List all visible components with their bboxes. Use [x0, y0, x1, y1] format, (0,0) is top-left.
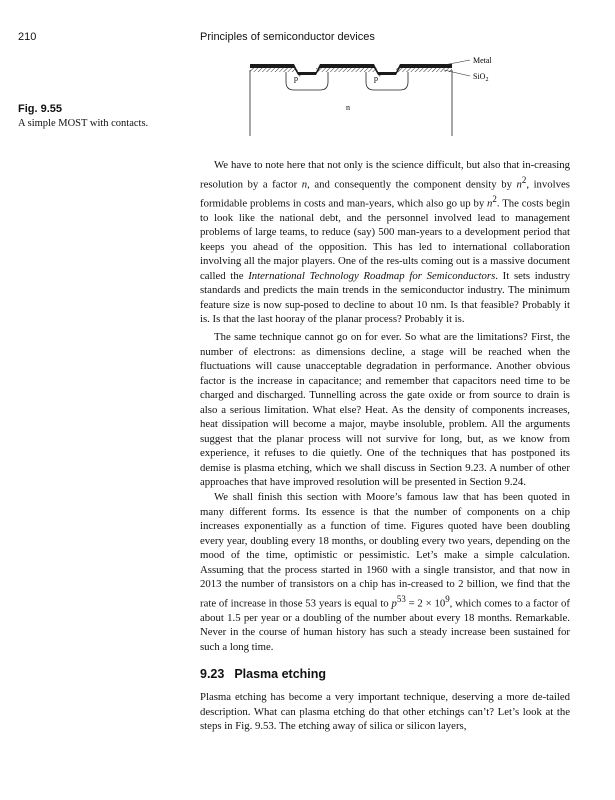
p-right-text: p: [374, 74, 378, 83]
page-number: 210: [18, 31, 37, 43]
metal-label: Metal: [473, 56, 492, 65]
paragraph-4: Plasma etching has become a very important technique, deserving a more de-tailed description. What can plasma etching do that other etchings can’t? Let’s look at the steps in Fig. 9.53. The etching away of silica or silicon layers,: [200, 691, 570, 732]
most-figure: [248, 52, 508, 142]
running-head: Principles of semiconductor devices: [200, 31, 375, 43]
paragraph-2: The same technique cannot go on for ever. So what are the limitations? First, the number of electrons: as dimensions decline, a stage will be reached when the fluctuations will cause unacceptable degradation in performance. Another obvious factor is the increase in capacitance; and remember that capacitors need time to be charged and discharged. Tunnelling across the gate oxide or from source to drain is also a serious limitation. What else? Heat. As the density of components increases, heat dissipation will become a major, maybe insoluble, problem. All the arguments suggest that the planar process will not survive for long, but, as we know from experience, it refuses to die quietly. One of the techniques that has postponed its demise is plasma etching, which we shall discuss in Section 9.23. A number of other approaches that have improved resolution will be presented in Section 9.24.: [200, 331, 570, 488]
metal-leader: [444, 60, 470, 65]
figure-label: Fig. 9.55: [18, 103, 63, 115]
p-plus-right-label: [374, 74, 382, 83]
p-right-plus: +: [378, 74, 382, 80]
p-left-text: p: [294, 74, 298, 83]
sio2-layer-left: [250, 68, 298, 72]
paragraph-3: We shall finish this section with Moore’s famous law that has been quoted in many different forms. Its essence is that the number of components on a chip increases exponentially as a function of time. Figures quoted have been doubling every year, doubling every 18 months, or doubling every two years, depending on the mood of the time, optimistic or pessimistic. Let’s make a simple calculation. Assuming that the process started in 1960 with a single transistor, and that now in 2013 the number of transistors on a chip has in-creased to 2 billion, we find that the rate of increase in those 53 years is equal to $p^{53} = 2 \times 10^9$, which comes to a factor of about 1.5 per year or a doubling of the number about every 18 months. Remarkable. Never in the course of human history has such a steady increase been sustained for such a long time.: [200, 491, 570, 653]
paragraph-1: We have to note here that not only is the science difficult, but also that in-creasing resolution by a factor n, and consequently the component density by $n^2$, involves formidable problems in costs and man-years, which also go up by $n^2$. The costs begin to look like the national debt, and the personnel involved lead to management problems of large teams, to reduce (say) 500 man-years to a development period that keeps you ahead of the opposition. This has led to international collaboration involving all the major players. One of the res-ults coming out is a massive document called the International Technology Roadmap for Semiconductors. It sets industry standards and predicts the main trends in the semiconductor industry. The minimum feature size is now sup-posed to decline to about 10 nm. Is that feasible? Probably it is. Is that the last hooray of the planar process? Probably it is.: [200, 159, 570, 326]
n-label: n: [346, 103, 350, 112]
section-number: 9.23: [200, 667, 225, 681]
sio2-subscript: 2: [485, 77, 489, 83]
p-left-plus: +: [298, 74, 302, 80]
section-heading: [200, 667, 326, 681]
sio2-leader: [444, 70, 470, 76]
p-plus-left-label: [294, 74, 302, 83]
sio2-layer-right: [396, 68, 452, 72]
sio2-layer-mid: [316, 68, 378, 72]
sio2-label-text: SiO: [473, 72, 486, 81]
sio2-label: [473, 72, 488, 83]
figure-caption: A simple MOST with contacts.: [18, 118, 149, 129]
section-title: Plasma etching: [234, 667, 327, 681]
